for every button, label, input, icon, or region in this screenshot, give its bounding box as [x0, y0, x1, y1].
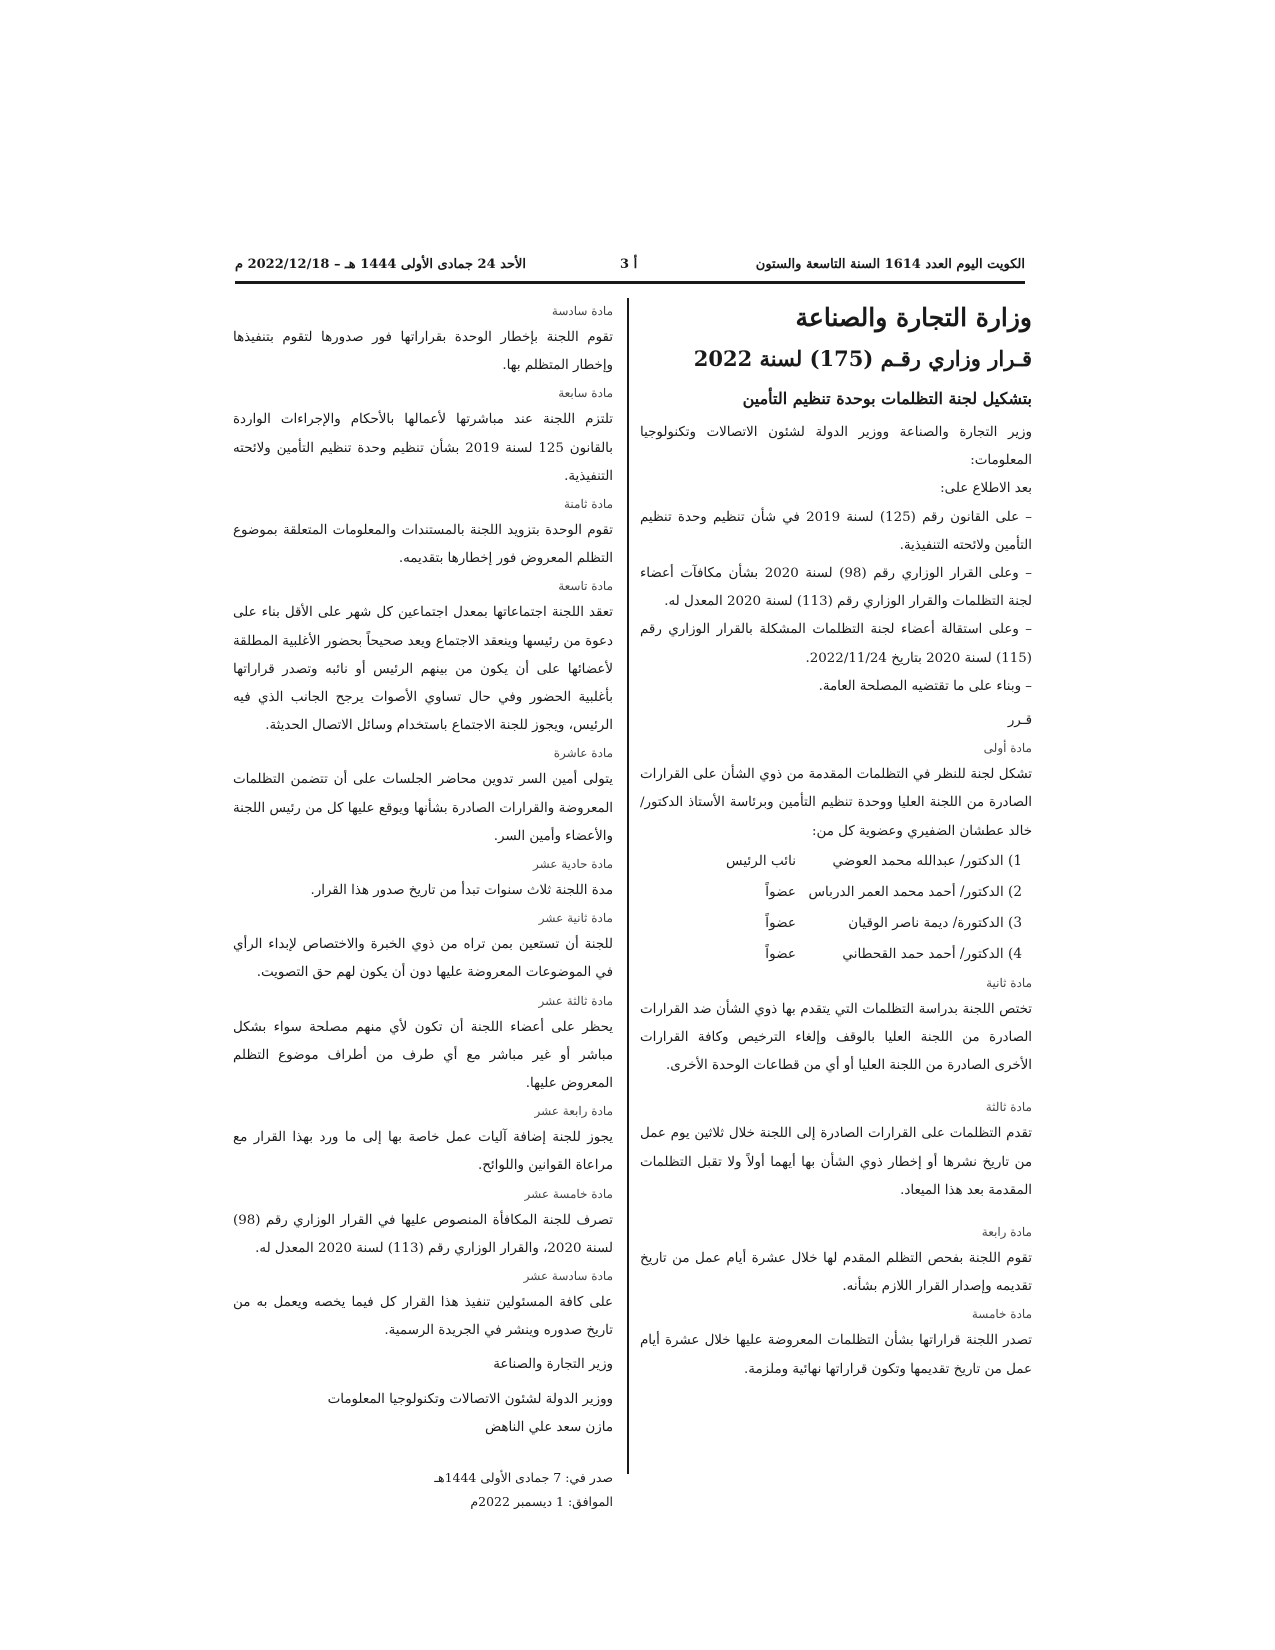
member-item	[640, 939, 1032, 970]
recital-1: – على القانون رقم (125) لسنة 2019 في شأن تنظيم وحدة تنظيم التأمين ولائحته التنفيذية.	[640, 509, 1032, 553]
article-15-title: مادة خامسة عشر	[524, 1186, 613, 1201]
article-4-title: مادة رابعة	[981, 1225, 1032, 1240]
article-16-text: على كافة المسئولين تنفيذ هذا القرار كل فيما يخصه ويعمل به من تاريخ صدوره وينشر في الجريدة الرسمية.	[233, 1295, 613, 1339]
article-8-text: تقوم الوحدة بتزويد اللجنة بالمستندات والمعلومات المتعلقة بموضوع التظلم المعروض فور إخطارها بتقديمه.	[233, 523, 613, 567]
article-7-text: تلتزم اللجنة عند مباشرتها لأعمالها بالأحكام والإجراءات الواردة بالقانون 125 لسنة 2019 بشأن تنظيم وحدة تنظيم التأمين ولائحته التنفيذية.	[233, 412, 613, 484]
signatory-name: مازن سعد علي الناهض	[484, 1419, 613, 1435]
gazette-issue-info: الكويت اليوم العدد 1614 السنة التاسعة والستون	[755, 257, 1025, 272]
article-8-title: مادة ثامنة	[563, 497, 613, 512]
article-1-text: تشكل لجنة للنظر في التظلمات المقدمة من ذوي الشأن على القرارات الصادرة من اللجنة العليا ووحدة تنظيم التأمين وبرئاسة الأستاذ الدكتور/ خالد عطشان الضفيري وعضوية كل من:	[640, 767, 1032, 839]
article-5-text: تصدر اللجنة قراراتها بشأن التظلمات المعروضة عليها خلال عشرة أيام عمل من تاريخ تقديمها وتكون قراراتها نهائية وملزمة.	[640, 1333, 1032, 1377]
decided-label: قـرر	[1007, 713, 1032, 729]
signatory-title-2: ووزير الدولة لشئون الاتصالات وتكنولوجيا المعلومات	[327, 1391, 613, 1407]
member-item	[640, 908, 1032, 939]
member-role: عضواً	[765, 914, 796, 931]
header-rule	[235, 281, 1025, 284]
issue-date-block	[233, 1466, 613, 1514]
recital-2: – وعلى القرار الوزاري رقم (98) لسنة 2020 بشأن مكافآت أعضاء لجنة التظلمات والقرار الوزاري رقم (113) لسنة 2020 المعدل له.	[640, 566, 1032, 610]
member-list	[640, 846, 1032, 970]
article-14-title: مادة رابعة عشر	[534, 1104, 613, 1119]
column-divider	[627, 298, 629, 1474]
decree-subject: بتشكيل لجنة التظلمات بوحدة تنظيم التأمين	[742, 389, 1032, 408]
member-item	[640, 877, 1032, 908]
member-name: 2) الدكتور/ أحمد محمد العمر الدرباس	[808, 883, 1022, 900]
page-number: أ 3	[620, 257, 638, 272]
article-9-text: تعقد اللجنة اجتماعاتها بمعدل اجتماعين كل شهر على الأقل بناء على دعوة من رئيسها وينعقد الاجتماع ويعد صحيحاً بحضور الأغلبية المطلقة لأعضائها على أن يكون من بينهم الرئيس أو نائبه وتصدر قراراتها بأغلبية الحضور وفي حال تساوي الأصوات يرجح الجانب الذي فيه الرئيس، ويجوز للجنة الاجتماع باستخدام وسائل الاتصال الحديثة.	[233, 605, 613, 734]
after-review: بعد الاطلاع على:	[940, 481, 1032, 497]
article-12-title: مادة ثانية عشر	[538, 911, 613, 926]
article-5-title: مادة خامسة	[971, 1307, 1032, 1322]
right-column	[640, 297, 1032, 1384]
article-12-text: للجنة أن تستعين بمن تراه من ذوي الخبرة والاختصاص لإبداء الرأي في الموضوعات المعروضة عليها دون أن يكون لهم حق التصويت.	[233, 937, 613, 981]
recital-3: – وعلى استقالة أعضاء لجنة التظلمات المشكلة بالقرار الوزاري رقم (115) لسنة 2020 بتاريخ 2022/11/24.	[640, 622, 1032, 666]
preamble: وزير التجارة والصناعة ووزير الدولة لشئون الاتصالات وتكنولوجيا المعلومات:	[640, 425, 1032, 469]
member-role: عضواً	[765, 945, 796, 962]
left-column	[233, 298, 613, 1514]
article-1-title: مادة أولى	[983, 741, 1032, 756]
article-9-title: مادة تاسعة	[558, 579, 613, 594]
decree-number: قـرار وزاري رقـم (175) لسنة 2022	[693, 346, 1032, 371]
article-7-title: مادة سابعة	[558, 386, 613, 401]
member-name: 4) الدكتور/ أحمد حمد القحطاني	[842, 945, 1022, 962]
article-6-text: تقوم اللجنة بإخطار الوحدة بقراراتها فور صدورها لتقوم بتنفيذها وإخطار المتظلم بها.	[233, 330, 613, 374]
article-10-title: مادة عاشرة	[553, 746, 613, 761]
article-13-title: مادة ثالثة عشر	[538, 993, 613, 1008]
article-10-text: يتولى أمين السر تدوين محاضر الجلسات على أن تتضمن التظلمات المعروضة والقرارات الصادرة بشأنها ويوقع عليها كل من رئيس اللجنة والأعضاء وأمين السر.	[233, 772, 613, 844]
member-role: عضواً	[765, 883, 796, 900]
article-14-text: يجوز للجنة إضافة آليات عمل خاصة بها إلى ما ورد بهذا القرار مع مراعاة القوانين واللوائح.	[233, 1130, 613, 1174]
issued-gregorian: الموافق: 1 ديسمبر 2022م	[470, 1494, 613, 1510]
member-name: 3) الدكتورة/ ديمة ناصر الوقيان	[848, 914, 1022, 931]
page-header	[235, 257, 1025, 279]
ministry-title: وزارة التجارة والصناعة	[795, 303, 1032, 332]
member-item	[640, 846, 1032, 877]
article-16-title: مادة سادسة عشر	[523, 1269, 613, 1284]
recital-4: – وبناء على ما تقتضيه المصلحة العامة.	[818, 678, 1032, 694]
article-11-title: مادة حادية عشر	[532, 857, 613, 872]
article-4-text: تقوم اللجنة بفحص التظلم المقدم لها خلال عشرة أيام عمل من تاريخ تقديمه وإصدار القرار اللازم بشأنه.	[640, 1251, 1032, 1295]
article-3-title: مادة ثالثة	[985, 1100, 1032, 1115]
article-2-text: تختص اللجنة بدراسة التظلمات التي يتقدم بها ذوي الشأن ضد القرارات الصادرة من اللجنة العليا بالوقف وإلغاء الترخيص وكافة القرارات الأخرى الصادرة من اللجنة العليا أو أي من قطاعات الوحدة الأخرى.	[640, 1001, 1032, 1074]
article-3-text: تقدم التظلمات على القرارات الصادرة إلى اللجنة خلال ثلاثين يوم عمل من تاريخ نشرها أو إخطار ذوي الشأن بها أيهما أولاً ولا تقبل التظلمات المقدمة بعد هذا الميعاد.	[640, 1126, 1032, 1198]
article-2-title: مادة ثانية	[986, 975, 1032, 990]
issue-date: الأحد 24 جمادى الأولى 1444 هـ – 2022/12/18 م	[235, 257, 527, 272]
article-11-text: مدة اللجنة ثلاث سنوات تبدأ من تاريخ صدور هذا القرار.	[310, 883, 613, 899]
article-13-text: يحظر على أعضاء اللجنة أن تكون لأي منهم مصلحة سواء بشكل مباشر أو غير مباشر مع أي طرف من أطراف موضوع التظلم المعروض عليها.	[233, 1019, 613, 1092]
issued-hijri: صدر في: 7 جمادى الأولى 1444هـ	[434, 1470, 613, 1486]
member-name: 1) الدكتور/ عبدالله محمد العوضي	[832, 852, 1022, 869]
member-role: نائب الرئيس	[725, 852, 796, 869]
article-15-text: تصرف للجنة المكافأة المنصوص عليها في القرار الوزاري رقم (98) لسنة 2020، والقرار الوزاري رقم (113) لسنة 2020 المعدل له.	[233, 1212, 613, 1256]
signatory-title-1: وزير التجارة والصناعة	[493, 1357, 613, 1373]
article-6-title: مادة سادسة	[551, 304, 613, 318]
